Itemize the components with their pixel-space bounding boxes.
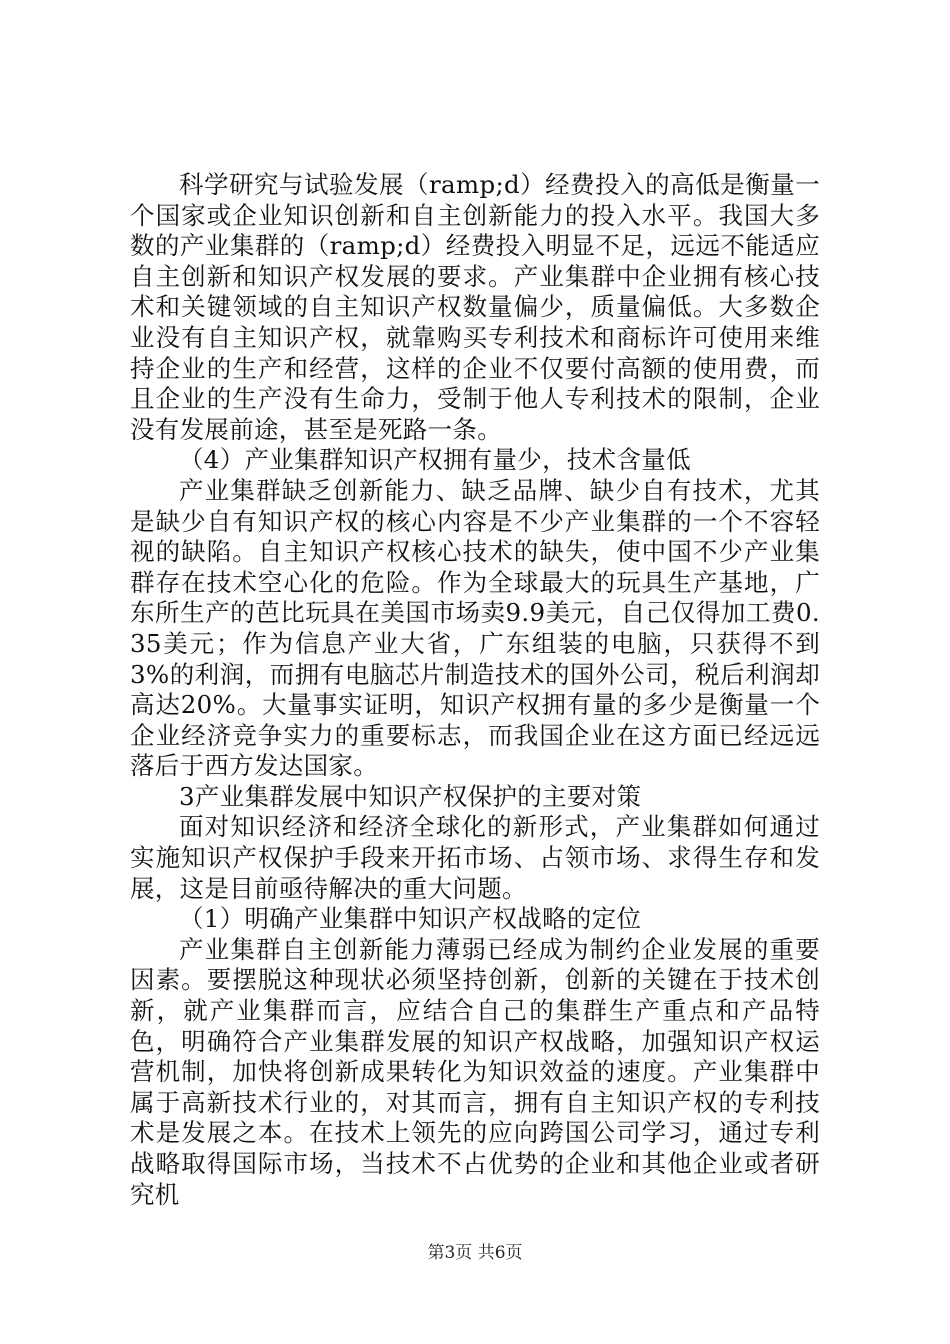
paragraph-new-situation: 面对知识经济和经济全球化的新形式，产业集群如何通过实施知识产权保护手段来开拓市场、占领市场、求得生存和发展，这是目前亟待解决的重大问题。 [130, 812, 820, 903]
section-heading-3: 3产业集群发展中知识产权保护的主要对策 [179, 781, 642, 811]
section-heading-4: （4）产业集群知识产权拥有量少，技术含量低 [179, 445, 691, 475]
paragraph-rd-investment: 科学研究与试验发展（ramp;d）经费投入的高低是衡量一个国家或企业知识创新和自主创新能力的投入水平。我国大多数的产业集群的（ramp;d）经费投入明显不足，远远不能适应自主创新和知识产权发展的要求。产业集群中企业拥有核心技术和关键领域的自主知识产权数量偏少，质量偏低。大多数企业没有自主知识产权，就靠购买专利技术和商标许可使用来维持企业的生产和经营，这样的企业不仅要付高额的使用费，而且企业的生产没有生命力，受制于他人专利技术的限制，企业没有发展前途，甚至是死路一条。 [130, 170, 820, 444]
paragraph-ip-shortage: 产业集群缺乏创新能力、缺乏品牌、缺少自有技术，尤其是缺少自有知识产权的核心内容是不少产业集群的一个不容轻视的缺陷。自主知识产权核心技术的缺失，使中国不少产业集群存在技术空心化的危险。作为全球最大的玩具生产基地，广东所生产的芭比玩具在美国市场卖9.9美元，自己仅得加工费0.35美元；作为信息产业大省，广东组装的电脑，只获得不到3%的利润，而拥有电脑芯片制造技术的国外公司，税后利润却高达20%。大量事实证明，知识产权拥有量的多少是衡量一个企业经济竞争实力的重要标志，而我国企业在这方面已经远远落后于西方发达国家。 [130, 475, 820, 781]
page-number-footer: 第3页 共6页 [427, 1243, 523, 1263]
section-heading-1: （1）明确产业集群中知识产权战略的定位 [179, 904, 642, 934]
paragraph-ip-strategy: 产业集群自主创新能力薄弱已经成为制约企业发展的重要因素。要摆脱这种现状必须坚持创新，创新的关键在于技术创新，就产业集群而言，应结合自己的集群生产重点和产品特色，明确符合产业集群发展的知识产权战略，加强知识产权运营机制，加快将创新成果转化为知识效益的速度。产业集群中属于高新技术行业的，对其而言，拥有自主知识产权的专利技术是发展之本。在技术上领先的应向跨国公司学习，通过专利战略取得国际市场，当技术不占优势的企业和其他企业或者研究机 [130, 934, 820, 1209]
document-body [130, 170, 820, 1210]
